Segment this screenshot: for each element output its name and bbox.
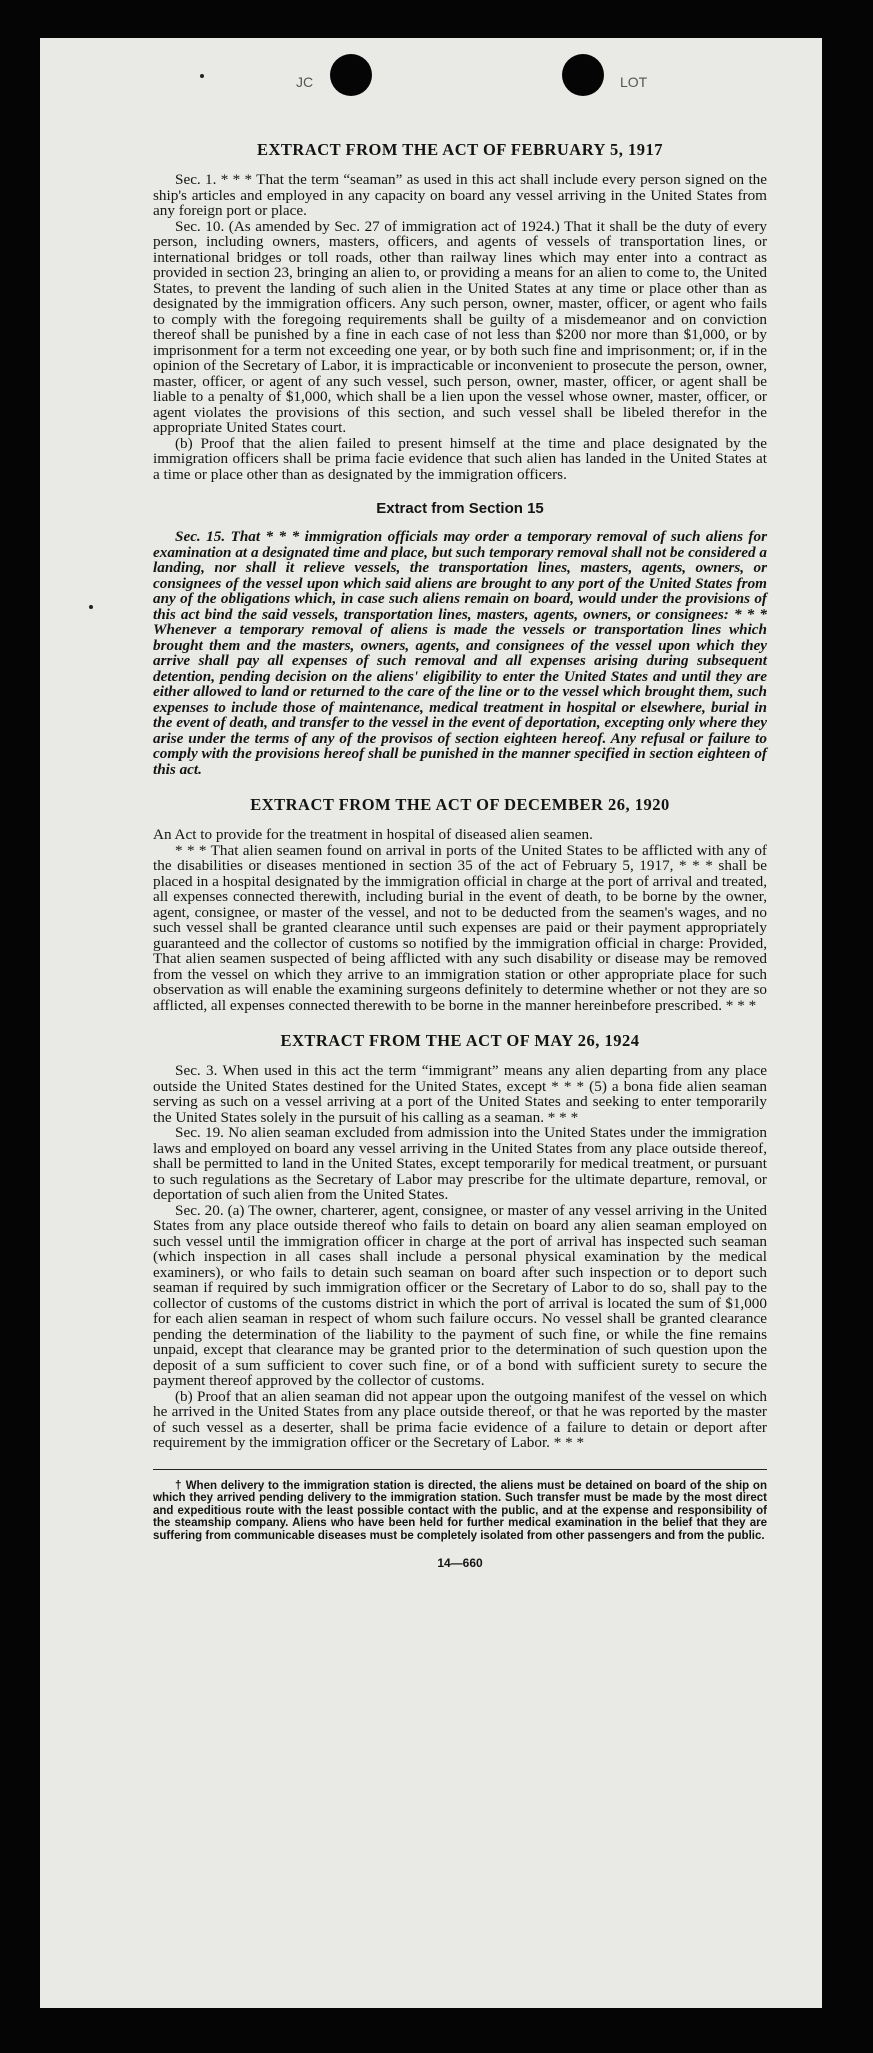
paragraph-sec-15: Sec. 15. That * * * immigration officials may order a temporary removal of such aliens for examination at a designated time and place, but such temporary removal shall not be considered a landing, nor shall it relieve vessels, the transportation lines, masters, agents, owners, or consignees of the vessel upon which said aliens are brought to any port of the United States from any of the obligations which, in case such aliens remain on board, would under the provisions of this act bind the said vessels, transportation lines, masters, agents, owners, or consignees: * * * Whenever a temporary removal of aliens is made the vessels or transportation lines which brought them and the masters, owners, agents, and consignees of the vessel upon which they arrive shall pay all expenses of such removal and all expenses arising during subsequent detention, pending decision on the aliens' eligibility to enter the United States and until they are either allowed to land or returned to the care of the line or to the vessel which brought them, such expenses to include those of maintenance, medical treatment in hospital or elsewhere, burial in the event of death, and transfer to the vessel in the event of deportation, excepting only where they arise under the terms of any of the provisos of section eighteen hereof. Any refusal or failure to comply with the provisions hereof shall be punished in the manner specified in section eighteen of this act. (153, 528, 767, 778)
speck (200, 74, 204, 78)
punch-hole (562, 54, 604, 96)
section-heading: EXTRACT FROM THE ACT OF MAY 26, 1924 (280, 1031, 640, 1050)
extract-act-1924 (153, 1031, 767, 1451)
top-margin-mark: JC (296, 74, 314, 90)
speck (89, 605, 93, 609)
paragraph-alien-seamen: * * * That alien seamen found on arrival in ports of the United States to be afflicted with any of the disabilities or diseases mentioned in section 35 of the act of February 5, 1917, * * * shall be placed in a hospital designated by the immigration official in charge at the port of arrival and treated, all expenses connected therewith, including burial in the event of death, to be borne by the owner, agent, consignee, or master of the vessel, and not to be deducted from the seamen's wages, and no such vessel shall be granted clearance until such expenses are paid or their payment appropriately guaranteed and the collector of customs so notified by the immigration official in charge: Provided, That alien seamen suspected of being afflicted with any such disability or disease may be removed from the vessel on which they arrive to an immigration station or other appropriate place for such observation as will enable the examining surgeons definitely to determine whether or not they are so afflicted, all expenses connected therewith to be borne in the manner hereinbefore prescribed. * * * (153, 841, 767, 1014)
extract-section-15 (153, 500, 767, 777)
document-body (153, 140, 767, 1570)
top-margin-mark: LOT (620, 74, 648, 90)
extract-act-1917 (153, 140, 767, 482)
paragraph-sec-20-b: (b) Proof that an alien seaman did not appear upon the outgoing manifest of the vessel on which he arrived in the United States from any place outside thereof, or that he was reported by the master of such vessel as a deserter, shall be prima facie evidence of a failure to detain or deport after requirement by the immigration officer or the Secretary of Labor. * * * (153, 1387, 767, 1451)
paragraph-sec-1: Sec. 1. * * * That the term “seaman” as used in this act shall include every person signed on the ship's articles and employed in any capacity on board any vessel arriving in the United States from any foreign port or place. (153, 171, 767, 219)
paragraph-act-title: An Act to provide for the treatment in hospital of diseased alien seamen. (153, 826, 593, 843)
paragraph-sec-10: Sec. 10. (As amended by Sec. 27 of immigration act of 1924.) That it shall be the duty of every person, including owners, masters, officers, and agents of vessels of transportation lines, or international bridges or toll roads, other than railway lines which may enter into a contract as provided in section 23, bringing an alien to, or providing a means for an alien to come to, the United States, to prevent the landing of such alien in the United States at any time or place other than as designated by the immigration officers. Any such person, owner, master, officer, or agent who fails to comply with the foregoing requirements shall be guilty of a misdemeanor and on conviction thereof shall be punished by a fine in each case of not less than $200 nor more than $1,000, or by imprisonment for a term not exceeding one year, or by both such fine and imprisonment; or, if in the opinion of the Secretary of Labor, it is impracticable or inconvenient to prosecute the person, owner, master, officer, or agent of any such vessel, such person, owner, master, officer, or agent shall be liable to a penalty of $1,000, which shall be a lien upon the vessel whose owner, master, officer, or agent violates the provisions of this section, and such vessel shall be libeled therefor in the appropriate United States court. (153, 217, 767, 436)
section-heading: EXTRACT FROM THE ACT OF DECEMBER 26, 1920 (250, 795, 670, 814)
paragraph-sec-20-a: Sec. 20. (a) The owner, charterer, agent, consignee, or master of any vessel arriving in the United States from any place outside thereof who fails to detain on board any alien seaman employed on such vessel until the immigration officer in charge at the port of arrival has inspected such seaman (which inspection in all cases shall include a personal physical examination by the medical examiners), or who fails to detain such seaman on board after such inspection or to deport such seaman if required by such immigration officer or the Secretary of Labor to do so, shall pay to the collector of customs of the customs district in which the port of arrival is located the sum of $1,000 for each alien seaman in respect of whom such failure occurs. No vessel shall be granted clearance pending the determination of the liability to the payment of such fine, or while the fine remains unpaid, except that clearance may be granted prior to the determination of such question upon the deposit of a sum sufficient to cover such fine, or of a bond with sufficient surety to secure the payment thereof approved by the collector of customs. (153, 1201, 767, 1389)
paragraph-sec-10-b: (b) Proof that the alien failed to present himself at the time and place designated by the immigration officers shall be prima facie evidence that such alien has landed in the United States at a time or place other than as designated by the immigration officers. (153, 434, 767, 483)
footnote-divider (153, 1469, 767, 1470)
section-heading: EXTRACT FROM THE ACT OF FEBRUARY 5, 1917 (257, 140, 663, 159)
footnote-text: † When delivery to the immigration station is directed, the aliens must be detained on board of the ship on which they arrived pending delivery to the immigration station. Such transfer must be made by the most direct and expeditious route with the least possible contact with the public, and at the expense and responsibility of the steamship company. Aliens who have been held for further medical examination in the belief that they are suffering from communicable diseases must be completely isolated from other passengers and from the public. (153, 1479, 767, 1542)
paragraph-sec-19: Sec. 19. No alien seaman excluded from admission into the United States under the immigration laws and employed on board any vessel arriving in the United States from any place outside thereof, shall be permitted to land in the United States, except temporarily for medical treatment, or pursuant to such regulations as the Secretary of Labor may prescribe for the ultimate departure, removal, or deportation of such alien from the United States. (153, 1124, 767, 1203)
paragraph-sec-3: Sec. 3. When used in this act the term “immigrant” means any alien departing from any place outside the United States destined for the United States, except * * * (5) a bona fide alien seaman serving as such on a vessel arriving at a port of the United States and seeking to enter temporarily the United States solely in the pursuit of his calling as a seaman. * * * (153, 1062, 767, 1126)
footnote (153, 1480, 767, 1543)
section-heading: Extract from Section 15 (376, 500, 544, 517)
punch-hole (330, 54, 372, 96)
form-number: 14—660 (437, 1556, 483, 1570)
extract-act-1920 (153, 795, 767, 1013)
